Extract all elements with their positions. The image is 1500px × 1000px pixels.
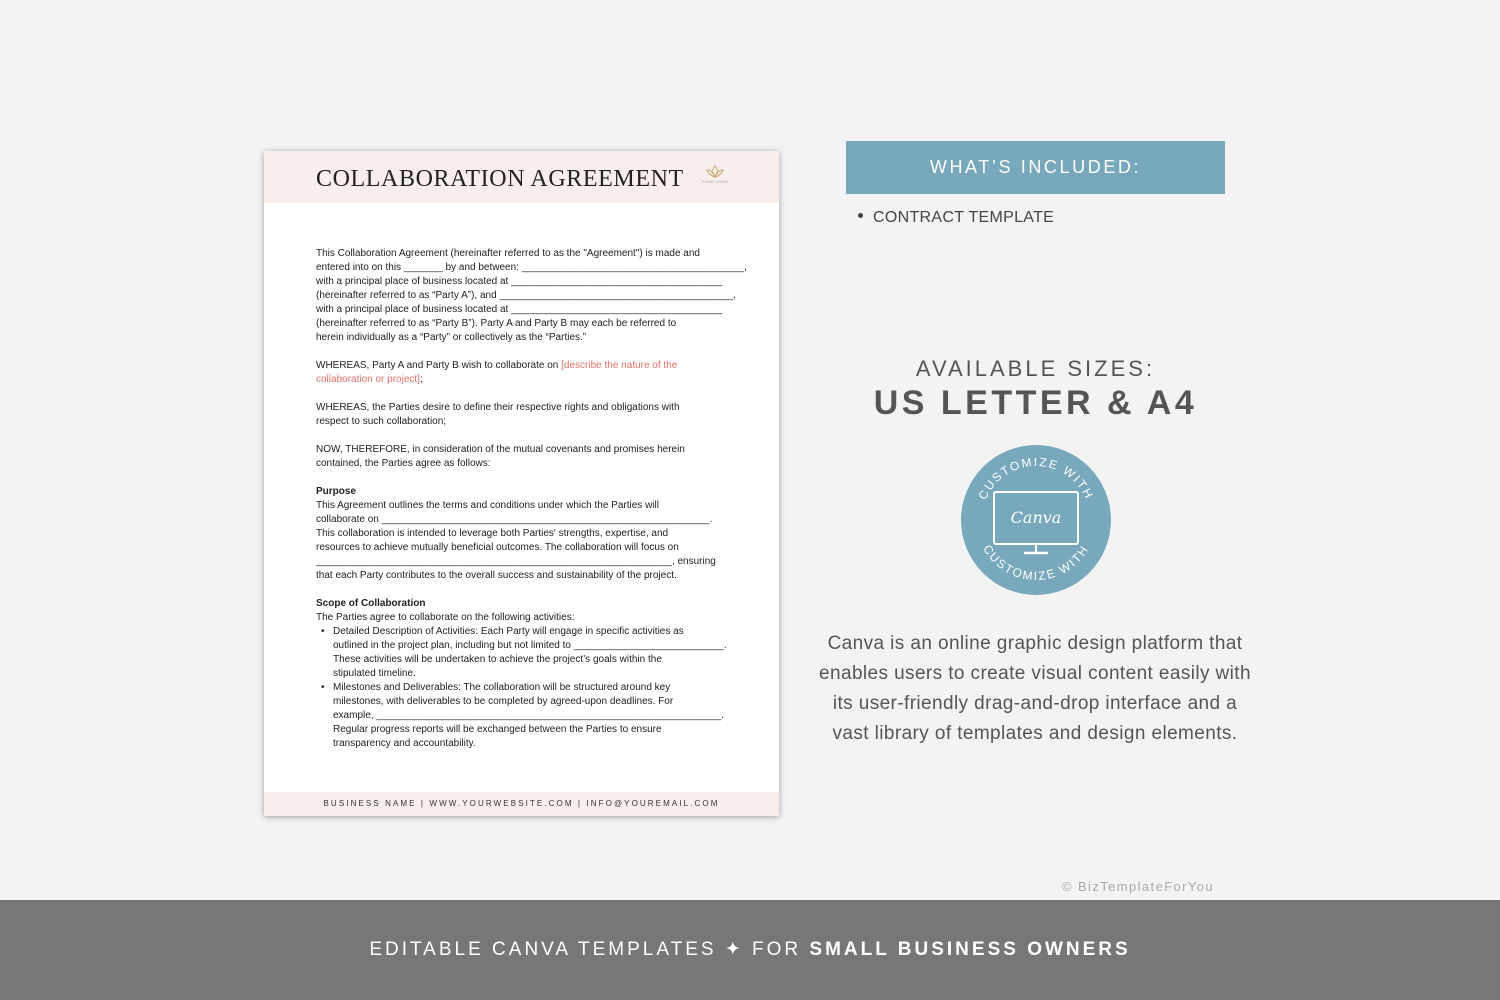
purpose-heading: Purpose xyxy=(316,486,357,497)
placeholder-text: collaboration or project] xyxy=(316,374,420,385)
intro-line: entered into on this _______ by and between: ________________________________________, xyxy=(316,262,747,273)
canva-badge xyxy=(960,444,1112,596)
purpose-line: This Agreement outlines the terms and conditions under which the Parties will xyxy=(316,500,659,511)
therefore-line: contained, the Parties agree as follows: xyxy=(316,458,491,469)
scope-bullet-line: example, ______________________________________________________________. xyxy=(333,710,724,721)
scope-bullet: • Milestones and Deliverables: The collaboration will be structured around key xyxy=(316,681,728,695)
scope-intro: The Parties agree to collaborate on the following activities: xyxy=(316,612,575,623)
lotus-icon xyxy=(705,165,725,179)
purpose-line: ________________________________________________________________, ensuring xyxy=(316,556,716,567)
logo xyxy=(700,165,730,191)
sizes-label: AVAILABLE SIZES: xyxy=(915,356,1156,381)
description: Canva is an online graphic design platform that enables users to create visual content easily with its user-friendly drag-and-drop interface and a vast library of templates and design elements. xyxy=(819,633,1251,744)
purpose-line: that each Party contributes to the overall success and sustainability of the project. xyxy=(316,570,677,581)
canva-wordmark: Canva xyxy=(1010,508,1062,527)
scope-bullet: • Detailed Description of Activities: Each Party will engage in specific activities as xyxy=(316,625,728,639)
bullet-icon xyxy=(858,213,863,218)
logo-text: YOUR LOGO xyxy=(701,179,729,184)
intro-line: with a principal place of business located at ______________________________________ xyxy=(316,276,723,287)
scope-bullet-line: transparency and accountability. xyxy=(333,738,476,749)
scope-bullet-line: stipulated timeline. xyxy=(333,668,416,679)
purpose-line: collaborate on ___________________________________________________________. xyxy=(316,514,713,525)
document-title: COLLABORATION AGREEMENT xyxy=(316,166,684,192)
included-item: CONTRACT TEMPLATE xyxy=(873,209,1055,226)
badge-bottom-text: CUSTOMIZE WITH xyxy=(980,542,1092,584)
intro-line: This Collaboration Agreement (hereinafter referred to as the "Agreement") is made and xyxy=(316,248,700,259)
purpose-line: This collaboration is intended to leverage both Parties' strengths, expertise, and xyxy=(316,528,669,539)
therefore-line: NOW, THEREFORE, in consideration of the mutual covenants and promises herein xyxy=(316,444,685,455)
intro-line: (hereinafter referred to as “Party B”). Party A and Party B may each be referred to xyxy=(316,318,677,329)
scope-bullet-line: Regular progress reports will be exchanged between the Parties to ensure xyxy=(333,724,662,735)
banner-strong-text: SMALL BUSINESS OWNERS xyxy=(809,939,1131,960)
intro-line: (hereinafter referred to as “Party A”), and __________________________________________, xyxy=(316,290,736,301)
included-list xyxy=(858,209,1054,227)
intro-line: herein individually as a “Party” or collectively as the “Parties.” xyxy=(316,332,587,343)
sizes-value: US LETTER & A4 xyxy=(873,384,1198,422)
scope-bullet-line: These activities will be undertaken to achieve the project’s goals within the xyxy=(333,654,662,665)
document-preview xyxy=(264,151,779,816)
document-body xyxy=(316,247,747,751)
scope-bullet-line: milestones, with deliverables to be completed by agreed-upon deadlines. For xyxy=(333,696,674,707)
whereas-line xyxy=(316,373,728,387)
purpose-line: resources to achieve mutually beneficial outcomes. The collaboration will focus on xyxy=(316,542,679,553)
placeholder-text: [describe the nature of the xyxy=(561,360,678,371)
whereas-text: WHEREAS, Party A and Party B wish to collaborate on xyxy=(316,360,562,371)
badge-top-text: CUSTOMIZE WITH xyxy=(975,454,1097,502)
banner-text: EDITABLE CANVA TEMPLATES ✦ FOR xyxy=(369,939,810,960)
document-header xyxy=(264,151,779,203)
bottom-banner xyxy=(0,900,1500,1000)
whereas-text: ; xyxy=(419,374,423,385)
intro-line: with a principal place of business located at ______________________________________ xyxy=(316,304,723,315)
whereas-line: respect to such collaboration; xyxy=(316,416,447,427)
document-footer: BUSINESS NAME | WWW.YOURWEBSITE.COM | INFO@YOUREMAIL.COM xyxy=(264,792,779,816)
whereas-line: WHEREAS, the Parties desire to define their respective rights and obligations with xyxy=(316,402,680,413)
copyright: © BizTemplateForYou xyxy=(1062,879,1215,894)
whereas-line xyxy=(316,359,728,373)
included-heading: WHAT’S INCLUDED: xyxy=(846,141,1225,194)
scope-bullet-line: outlined in the project plan, including but not limited to ___________________________. xyxy=(333,640,727,651)
scope-heading: Scope of Collaboration xyxy=(316,598,426,609)
